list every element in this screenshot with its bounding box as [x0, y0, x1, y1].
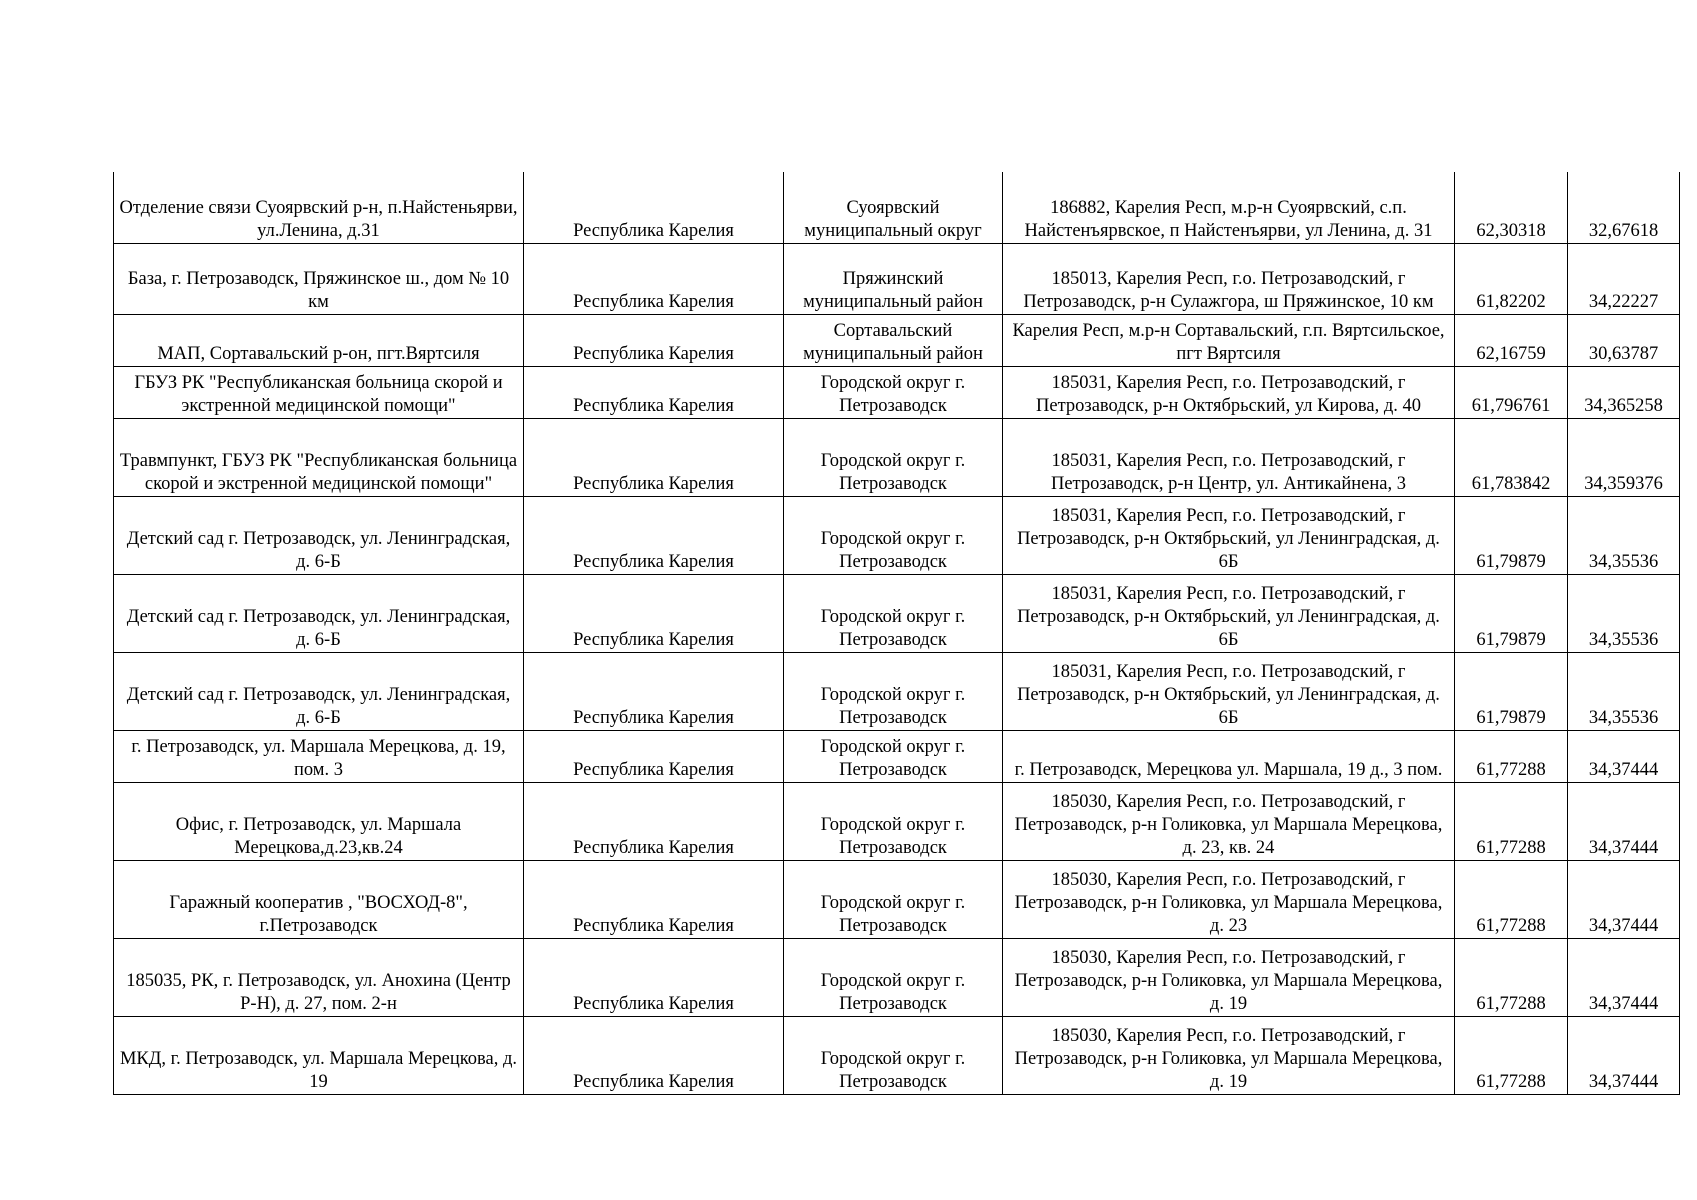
cell-district: Городской округ г. Петрозаводск: [784, 418, 1003, 496]
cell-latitude: 61,79879: [1455, 574, 1568, 652]
cell-address: 185031, Карелия Респ, г.о. Петрозаводский, г Петрозаводск, р-н Октябрьский, ул Ленинградская, д. 6Б: [1003, 652, 1455, 730]
cell-object-name: Отделение связи Суоярвский р-н, п.Найстеньярви, ул.Ленина, д.31: [114, 172, 524, 243]
cell-district: Городской округ г. Петрозаводск: [784, 1016, 1003, 1094]
cell-region: Республика Карелия: [524, 860, 784, 938]
cell-district: Городской округ г. Петрозаводск: [784, 652, 1003, 730]
cell-address: 185031, Карелия Респ, г.о. Петрозаводский, г Петрозаводск, р-н Центр, ул. Антикайнена, 3: [1003, 418, 1455, 496]
cell-longitude: 34,365258: [1568, 366, 1680, 418]
cell-address: Карелия Респ, м.р-н Сортавальский, г.п. Вяртсильское, пгт Вяртсиля: [1003, 314, 1455, 366]
cell-region: Республика Карелия: [524, 938, 784, 1016]
cell-latitude: 61,783842: [1455, 418, 1568, 496]
cell-longitude: 32,67618: [1568, 172, 1680, 243]
table-row: [114, 652, 1680, 730]
cell-region: Республика Карелия: [524, 366, 784, 418]
cell-latitude: 61,77288: [1455, 730, 1568, 782]
cell-latitude: 62,30318: [1455, 172, 1568, 243]
cell-longitude: 34,37444: [1568, 1016, 1680, 1094]
cell-district: Городской округ г. Петрозаводск: [784, 574, 1003, 652]
table-row: [114, 860, 1680, 938]
objects-table: [113, 172, 1680, 1095]
cell-longitude: 34,22227: [1568, 243, 1680, 314]
table-row: [114, 782, 1680, 860]
cell-latitude: 61,82202: [1455, 243, 1568, 314]
table-row: [114, 366, 1680, 418]
cell-longitude: 34,359376: [1568, 418, 1680, 496]
cell-district: Сортавальский муниципальный район: [784, 314, 1003, 366]
cell-region: Республика Карелия: [524, 782, 784, 860]
cell-latitude: 61,77288: [1455, 1016, 1568, 1094]
table-row: [114, 243, 1680, 314]
cell-object-name: Детский сад г. Петрозаводск, ул. Ленинградская, д. 6-Б: [114, 496, 524, 574]
cell-address: 185030, Карелия Респ, г.о. Петрозаводский, г Петрозаводск, р-н Голиковка, ул Маршала Мерецкова, д. 23: [1003, 860, 1455, 938]
cell-region: Республика Карелия: [524, 652, 784, 730]
cell-object-name: Детский сад г. Петрозаводск, ул. Ленинградская, д. 6-Б: [114, 652, 524, 730]
cell-longitude: 30,63787: [1568, 314, 1680, 366]
cell-longitude: 34,37444: [1568, 860, 1680, 938]
cell-object-name: 185035, РК, г. Петрозаводск, ул. Анохина (Центр Р-Н), д. 27, пом. 2-н: [114, 938, 524, 1016]
table-row: [114, 496, 1680, 574]
cell-region: Республика Карелия: [524, 1016, 784, 1094]
cell-district: Суоярвский муниципальный округ: [784, 172, 1003, 243]
cell-object-name: ГБУЗ РК "Республиканская больница скорой и экстренной медицинской помощи": [114, 366, 524, 418]
table-row: [114, 574, 1680, 652]
cell-latitude: 61,79879: [1455, 652, 1568, 730]
cell-address: 185031, Карелия Респ, г.о. Петрозаводский, г Петрозаводск, р-н Октябрьский, ул Ленинградская, д. 6Б: [1003, 574, 1455, 652]
table-row: [114, 1016, 1680, 1094]
cell-object-name: База, г. Петрозаводск, Пряжинское ш., дом № 10 км: [114, 243, 524, 314]
cell-longitude: 34,37444: [1568, 782, 1680, 860]
table-row: [114, 172, 1680, 243]
cell-address: 185013, Карелия Респ, г.о. Петрозаводский, г Петрозаводск, р-н Сулажгора, ш Пряжинское, 10 км: [1003, 243, 1455, 314]
cell-district: Городской округ г. Петрозаводск: [784, 366, 1003, 418]
table-body: [114, 172, 1680, 1094]
cell-address: 186882, Карелия Респ, м.р-н Суоярвский, с.п. Найстенъярвское, п Найстенъярви, ул Ленина, д. 31: [1003, 172, 1455, 243]
cell-region: Республика Карелия: [524, 314, 784, 366]
cell-district: Городской округ г. Петрозаводск: [784, 938, 1003, 1016]
cell-object-name: г. Петрозаводск, ул. Маршала Мерецкова, д. 19, пом. 3: [114, 730, 524, 782]
cell-longitude: 34,35536: [1568, 574, 1680, 652]
cell-object-name: Гаражный кооператив , "ВОСХОД-8", г.Петрозаводск: [114, 860, 524, 938]
cell-object-name: МКД, г. Петрозаводск, ул. Маршала Мерецкова, д. 19: [114, 1016, 524, 1094]
cell-object-name: МАП, Сортавальский р-он, пгт.Вяртсиля: [114, 314, 524, 366]
cell-object-name: Офис, г. Петрозаводск, ул. Маршала Мерецкова,д.23,кв.24: [114, 782, 524, 860]
cell-latitude: 61,77288: [1455, 938, 1568, 1016]
table-row: [114, 314, 1680, 366]
cell-latitude: 61,79879: [1455, 496, 1568, 574]
cell-district: Городской округ г. Петрозаводск: [784, 782, 1003, 860]
cell-region: Республика Карелия: [524, 730, 784, 782]
cell-longitude: 34,35536: [1568, 496, 1680, 574]
cell-longitude: 34,35536: [1568, 652, 1680, 730]
cell-address: 185030, Карелия Респ, г.о. Петрозаводский, г Петрозаводск, р-н Голиковка, ул Маршала Мерецкова, д. 23, кв. 24: [1003, 782, 1455, 860]
cell-district: Городской округ г. Петрозаводск: [784, 860, 1003, 938]
cell-region: Республика Карелия: [524, 243, 784, 314]
cell-district: Городской округ г. Петрозаводск: [784, 496, 1003, 574]
cell-address: 185031, Карелия Респ, г.о. Петрозаводский, г Петрозаводск, р-н Октябрьский, ул Кирова, д. 40: [1003, 366, 1455, 418]
table-row: [114, 938, 1680, 1016]
cell-address: г. Петрозаводск, Мерецкова ул. Маршала, 19 д., 3 пом.: [1003, 730, 1455, 782]
cell-region: Республика Карелия: [524, 172, 784, 243]
cell-region: Республика Карелия: [524, 496, 784, 574]
cell-latitude: 61,796761: [1455, 366, 1568, 418]
table-row: [114, 418, 1680, 496]
cell-address: 185031, Карелия Респ, г.о. Петрозаводский, г Петрозаводск, р-н Октябрьский, ул Ленинградская, д. 6Б: [1003, 496, 1455, 574]
cell-latitude: 62,16759: [1455, 314, 1568, 366]
cell-longitude: 34,37444: [1568, 730, 1680, 782]
cell-latitude: 61,77288: [1455, 782, 1568, 860]
cell-object-name: Детский сад г. Петрозаводск, ул. Ленинградская, д. 6-Б: [114, 574, 524, 652]
cell-address: 185030, Карелия Респ, г.о. Петрозаводский, г Петрозаводск, р-н Голиковка, ул Маршала Мерецкова, д. 19: [1003, 1016, 1455, 1094]
cell-object-name: Травмпункт, ГБУЗ РК "Республиканская больница скорой и экстренной медицинской помощи": [114, 418, 524, 496]
cell-region: Республика Карелия: [524, 574, 784, 652]
cell-latitude: 61,77288: [1455, 860, 1568, 938]
table-row: [114, 730, 1680, 782]
cell-district: Пряжинский муниципальный район: [784, 243, 1003, 314]
cell-region: Республика Карелия: [524, 418, 784, 496]
cell-address: 185030, Карелия Респ, г.о. Петрозаводский, г Петрозаводск, р-н Голиковка, ул Маршала Мерецкова, д. 19: [1003, 938, 1455, 1016]
cell-longitude: 34,37444: [1568, 938, 1680, 1016]
cell-district: Городской округ г. Петрозаводск: [784, 730, 1003, 782]
